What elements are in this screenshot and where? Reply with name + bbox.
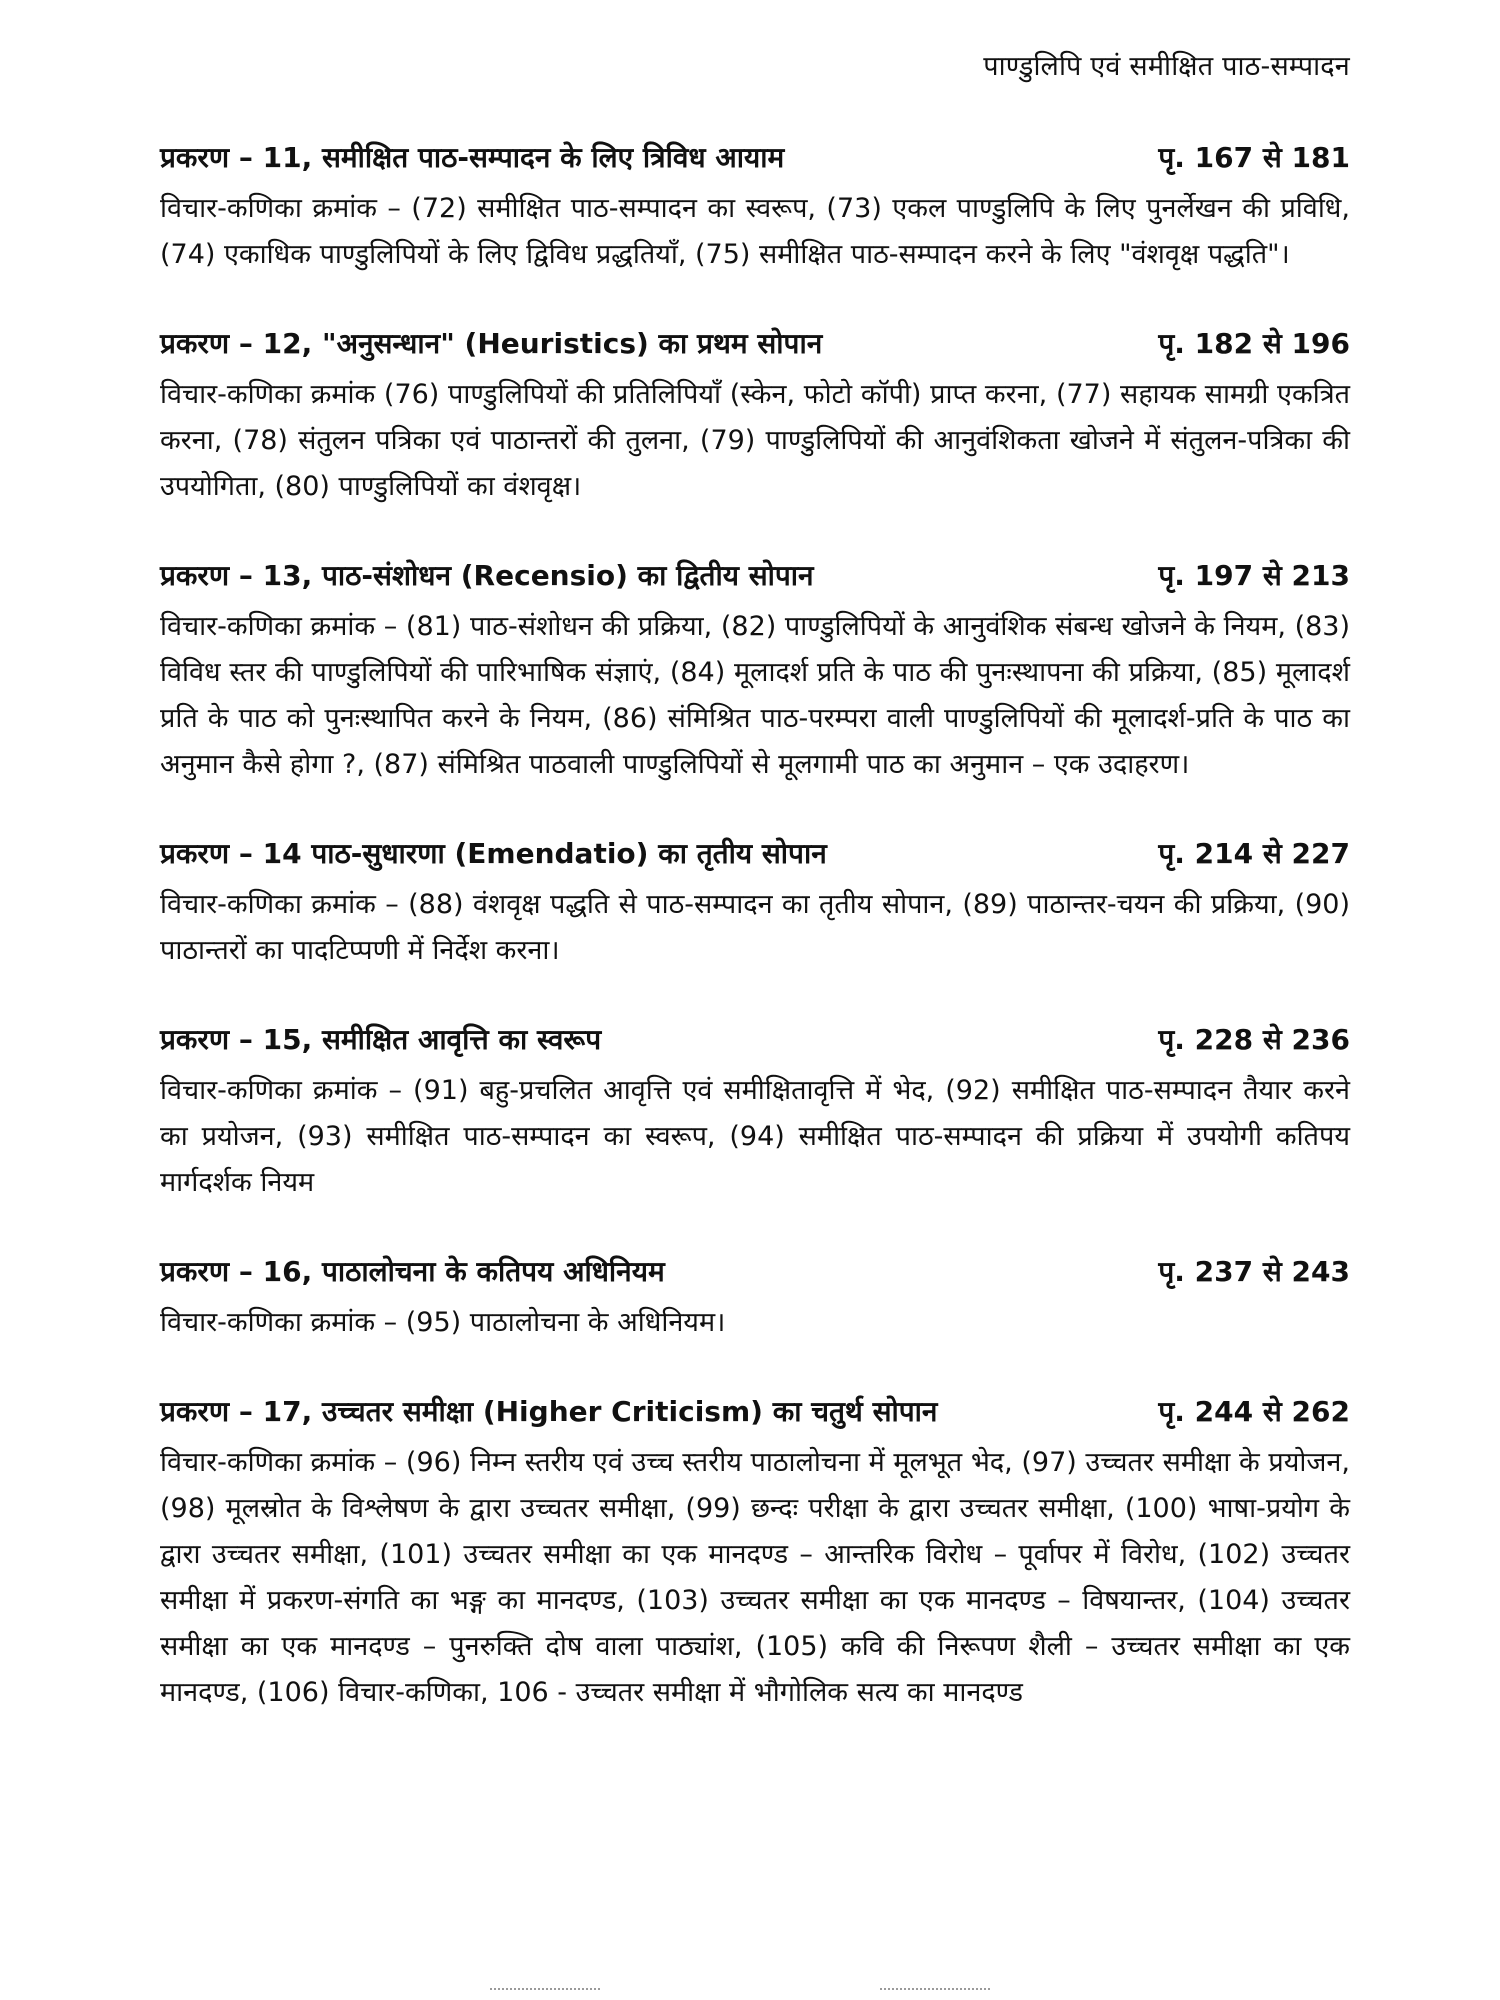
toc-section-13 [160, 554, 1350, 788]
section-page-range: पृ. 214 से 227 [1158, 837, 1350, 870]
footer-divider [0, 1988, 1500, 1992]
section-title: प्रकरण – 12, "अनुसन्धान" (Heuristics) का प्रथम सोपान [160, 327, 823, 360]
section-heading [160, 136, 1350, 180]
footer-dotted-rule [490, 1988, 600, 1990]
toc-section-15 [160, 1018, 1350, 1206]
section-page-range: पृ. 167 से 181 [1158, 141, 1350, 174]
footer-dotted-rule [880, 1988, 990, 1990]
section-page-range: पृ. 197 से 213 [1158, 559, 1350, 592]
section-heading [160, 1390, 1350, 1434]
toc-section-12 [160, 322, 1350, 510]
section-title: प्रकरण – 15, समीक्षित आवृत्ति का स्वरूप [160, 1023, 602, 1056]
section-heading [160, 322, 1350, 366]
section-title: प्रकरण – 11, समीक्षित पाठ-सम्पादन के लिए त्रिविध आयाम [160, 141, 785, 174]
section-body: विचार-कणिका क्रमांक – (95) पाठालोचना के अधिनियम। [160, 1307, 726, 1338]
toc-section-16 [160, 1250, 1350, 1346]
running-header: पाण्डुलिपि एवं समीक्षित पाठ-सम्पादन [983, 51, 1350, 82]
toc-section-14 [160, 832, 1350, 974]
section-title: प्रकरण – 14 पाठ-सुधारणा (Emendatio) का तृतीय सोपान [160, 837, 827, 870]
section-heading [160, 1018, 1350, 1062]
section-body: विचार-कणिका क्रमांक – (81) पाठ-संशोधन की प्रक्रिया, (82) पाण्डुलिपियों के आनुवंशिक संबन्ध खोजने के नियम, (83) विविध स्तर की पाण्डुलिपियों की पारिभाषिक संज्ञाएं, (84) मूलादर्श प्रति के पाठ की पुनःस्थापना की प्रक्रिया, (85) मूलादर्श प्रति के पाठ को पुनःस्थापित करने के नियम, (86) संमिश्रित पाठ-परम्परा वाली पाण्डुलिपियों की मूलादर्श-प्रति के पाठ का अनुमान कैसे होगा ?, (87) संमिश्रित पाठवाली पाण्डुलिपियों से मूलगामी पाठ का अनुमान – एक उदाहरण। [160, 611, 1350, 780]
section-heading [160, 832, 1350, 876]
section-page-range: पृ. 182 से 196 [1158, 327, 1350, 360]
table-of-contents [160, 136, 1350, 1760]
section-page-range: पृ. 237 से 243 [1158, 1255, 1350, 1288]
section-body: विचार-कणिका क्रमांक – (72) समीक्षित पाठ-सम्पादन का स्वरूप, (73) एकल पाण्डुलिपि के लिए पुनर्लेखन की प्रविधि, (74) एकाधिक पाण्डुलिपियों के लिए द्विविध प्रद्धतियाँ, (75) समीक्षित पाठ-सम्पादन करने के लिए "वंशवृक्ष पद्धति"। [160, 193, 1350, 270]
section-page-range: पृ. 244 से 262 [1158, 1395, 1350, 1428]
section-heading [160, 1250, 1350, 1294]
section-body: विचार-कणिका क्रमांक (76) पाण्डुलिपियों की प्रतिलिपियाँ (स्केन, फोटो कॉपी) प्राप्त करना, (77) सहायक सामग्री एकत्रित करना, (78) संतुलन पत्रिका एवं पाठान्तरों की तुलना, (79) पाण्डुलिपियों की आनुवंशिकता खोजने में संतुलन-पत्रिका की उपयोगिता, (80) पाण्डुलिपियों का वंशवृक्ष। [160, 379, 1350, 502]
section-title: प्रकरण – 13, पाठ-संशोधन (Recensio) का द्वितीय सोपान [160, 559, 814, 592]
toc-section-17 [160, 1390, 1350, 1716]
section-page-range: पृ. 228 से 236 [1158, 1023, 1350, 1056]
section-heading [160, 554, 1350, 598]
section-body: विचार-कणिका क्रमांक – (88) वंशवृक्ष पद्धति से पाठ-सम्पादन का तृतीय सोपान, (89) पाठान्तर-चयन की प्रक्रिया, (90) पाठान्तरों का पादटिप्पणी में निर्देश करना। [160, 889, 1350, 966]
section-body: विचार-कणिका क्रमांक – (91) बहु-प्रचलित आवृत्ति एवं समीक्षितावृत्ति में भेद, (92) समीक्षित पाठ-सम्पादन तैयार करने का प्रयोजन, (93) समीक्षित पाठ-सम्पादन का स्वरूप, (94) समीक्षित पाठ-सम्पादन की प्रक्रिया में उपयोगी कतिपय मार्गदर्शक नियम [160, 1075, 1350, 1198]
section-title: प्रकरण – 16, पाठालोचना के कतिपय अधिनियम [160, 1255, 665, 1288]
toc-section-11 [160, 136, 1350, 278]
section-body: विचार-कणिका क्रमांक – (96) निम्न स्तरीय एवं उच्च स्तरीय पाठालोचना में मूलभूत भेद, (97) उच्चतर समीक्षा के प्रयोजन, (98) मूलस्रोत के विश्लेषण के द्वारा उच्चतर समीक्षा, (99) छन्दः परीक्षा के द्वारा उच्चतर समीक्षा, (100) भाषा-प्रयोग के द्वारा उच्चतर समीक्षा, (101) उच्चतर समीक्षा का एक मानदण्ड – आन्तरिक विरोध – पूर्वापर में विरोध, (102) उच्चतर समीक्षा में प्रकरण-संगति का भङ्ग का मानदण्ड, (103) उच्चतर समीक्षा का एक मानदण्ड – विषयान्तर, (104) उच्चतर समीक्षा का एक मानदण्ड – पुनरुक्ति दोष वाला पाठ्यांश, (105) कवि की निरूपण शैली – उच्चतर समीक्षा का एक मानदण्ड, (106) विचार-कणिका, 106 - उच्चतर समीक्षा में भौगोलिक सत्य का मानदण्ड [160, 1447, 1350, 1708]
section-title: प्रकरण – 17, उच्चतर समीक्षा (Higher Criticism) का चतुर्थ सोपान [160, 1395, 938, 1428]
